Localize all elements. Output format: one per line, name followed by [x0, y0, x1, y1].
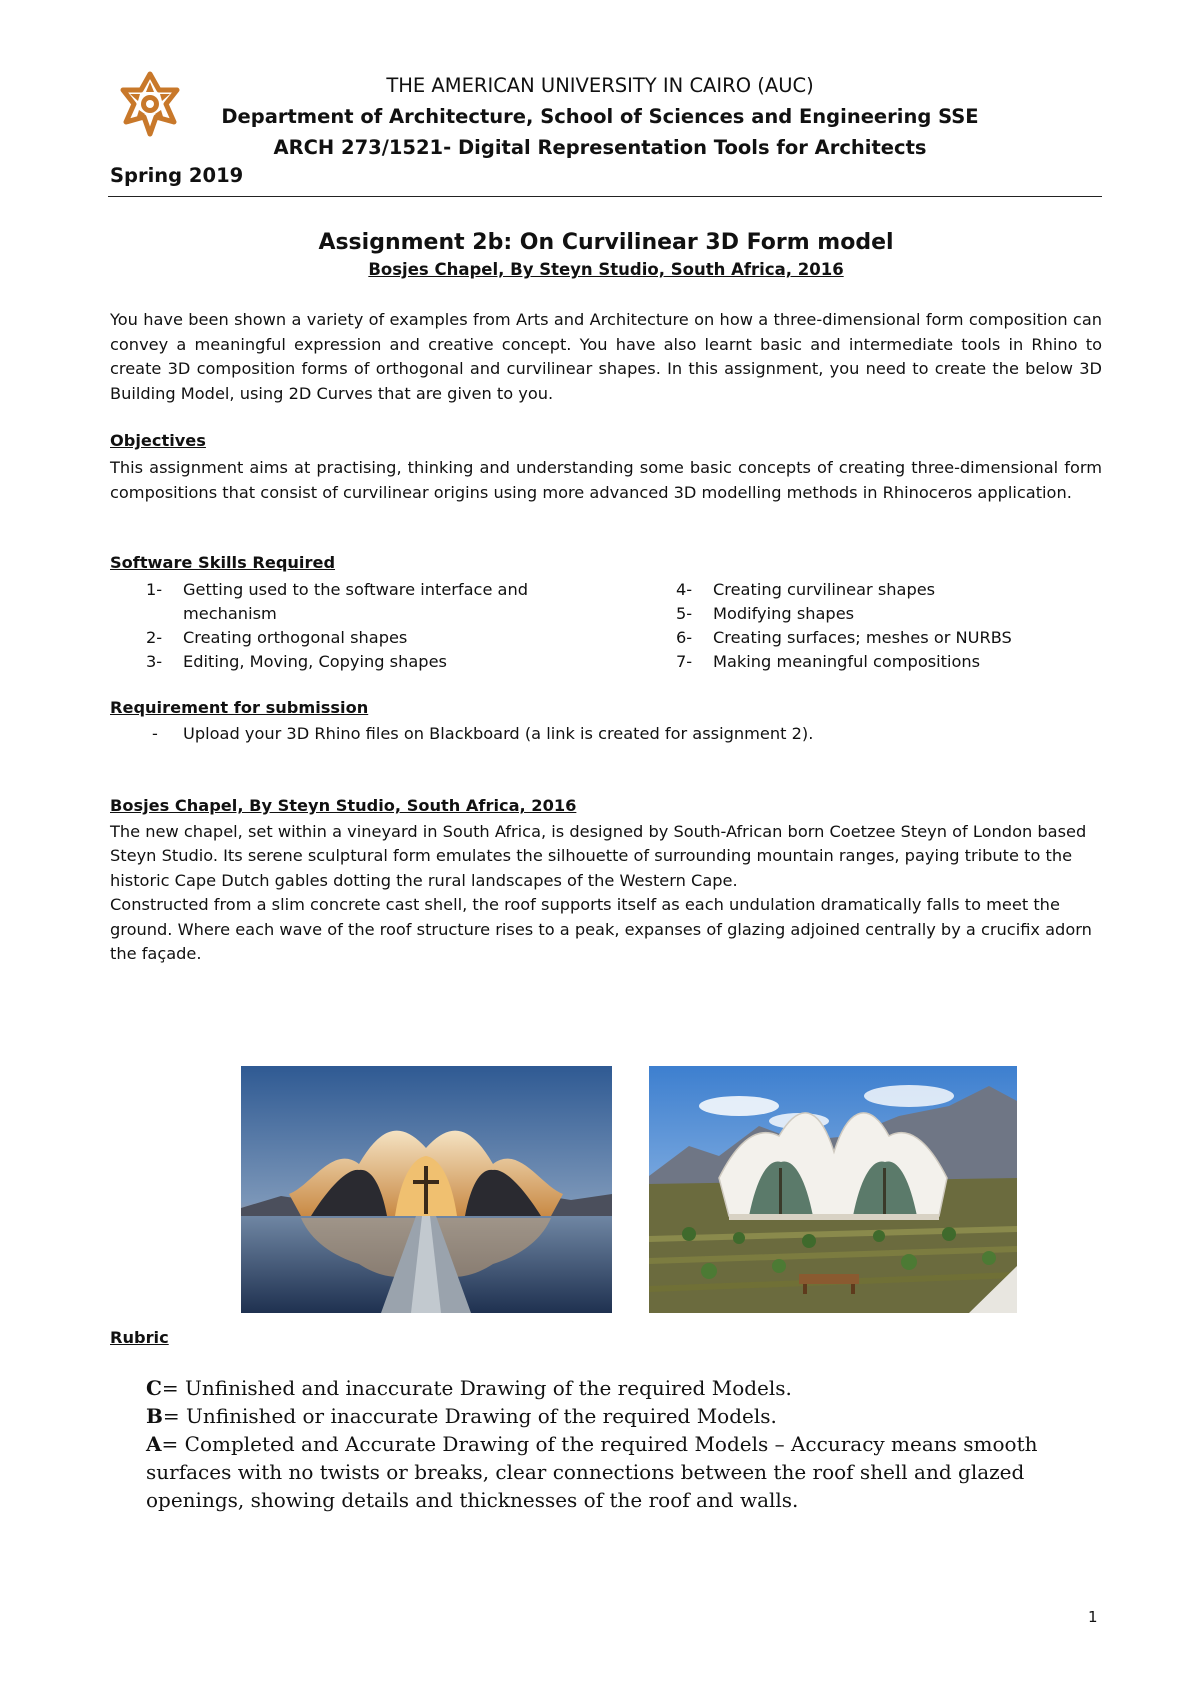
list-item: [640, 650, 1100, 674]
grade-description: = Unfinished or inaccurate Drawing of the required Models.: [162, 1404, 777, 1428]
list-text: Modifying shapes: [713, 604, 855, 623]
list-text: Getting used to the software interface and mechanism: [183, 580, 529, 623]
bosjes-description: [110, 820, 1110, 966]
page-subtitle: Bosjes Chapel, By Steyn Studio, South Africa, 2016: [368, 260, 844, 279]
skills-list-right: [640, 578, 1100, 674]
university-name: THE AMERICAN UNIVERSITY IN CAIRO (AUC): [386, 74, 814, 97]
list-text: Making meaningful compositions: [713, 652, 981, 671]
list-text: Editing, Moving, Copying shapes: [183, 652, 447, 671]
list-text: Creating orthogonal shapes: [183, 628, 408, 647]
course-name: ARCH 273/1521- Digital Representation Tools for Architects: [273, 136, 927, 159]
bosjes-paragraph-1: The new chapel, set within a vineyard in South Africa, is designed by South-African born Coetzee Steyn of London based Steyn Studio. Its serene sculptural form emulates the silhouette of surrounding mountain ranges, paying tribute to the historic Cape Dutch gables dotting the rural landscapes of the Western Cape.: [110, 822, 1087, 890]
list-item: [640, 626, 1100, 650]
bullet-dash: -: [152, 724, 158, 743]
list-item: [110, 650, 580, 674]
list-item: [640, 578, 1100, 602]
list-number: 4-: [676, 580, 693, 599]
photo-day-chapel-icon: [649, 1066, 1017, 1313]
grade-label: B: [146, 1404, 163, 1428]
skills-heading: Software Skills Required: [110, 553, 336, 572]
submission-heading: Requirement for submission: [110, 698, 369, 717]
objectives-heading: Objectives: [110, 431, 206, 450]
submission-text: Upload your 3D Rhino files on Blackboard (a link is created for assignment 2).: [183, 724, 814, 743]
rubric-item-a: [146, 1430, 1106, 1514]
list-number: 3-: [146, 652, 163, 671]
rubric-heading: Rubric: [110, 1328, 169, 1347]
photo-night-chapel-icon: [241, 1066, 612, 1313]
auc-logo-icon: [116, 70, 184, 138]
list-number: 7-: [676, 652, 693, 671]
page-number: 1: [1088, 1608, 1098, 1626]
bosjes-heading: Bosjes Chapel, By Steyn Studio, South Africa, 2016: [110, 796, 577, 815]
submission-item: [110, 722, 1103, 746]
list-item: [110, 626, 580, 650]
header-divider: [108, 196, 1102, 197]
list-item: [110, 578, 580, 626]
rubric-item-c: [146, 1374, 1106, 1402]
list-number: 6-: [676, 628, 693, 647]
grade-label: C: [146, 1376, 162, 1400]
grade-description: = Completed and Accurate Drawing of the required Models – Accuracy means smooth surfaces with no twists or breaks, clear connections between the roof shell and glazed openings, showing details and thicknesses of the roof and walls.: [146, 1432, 1038, 1512]
bosjes-paragraph-2: Constructed from a slim concrete cast shell, the roof supports itself as each undulation dramatically falls to meet the ground. Where each wave of the roof structure rises to a peak, expanses of glazing adjoined centrally by a crucifix adorn the façade.: [110, 895, 1092, 964]
page-title: Assignment 2b: On Curvilinear 3D Form model: [318, 230, 894, 255]
list-item: [640, 602, 1100, 626]
rubric-list: [146, 1374, 1106, 1514]
department-name: Department of Architecture, School of Sciences and Engineering SSE: [221, 105, 979, 128]
list-number: 5-: [676, 604, 693, 623]
grade-description: = Unfinished and inaccurate Drawing of the required Models.: [161, 1376, 792, 1400]
skills-list-left: [110, 578, 580, 674]
objectives-paragraph: This assignment aims at practising, thinking and understanding some basic concepts of creating three-dimensional form compositions that consist of curvilinear origins using more advanced 3D modelling methods in Rhinoceros application.: [110, 458, 1102, 502]
list-number: 1-: [146, 580, 163, 599]
list-text: Creating curvilinear shapes: [713, 580, 936, 599]
list-number: 2-: [146, 628, 163, 647]
rubric-item-b: [146, 1402, 1106, 1430]
list-text: Creating surfaces; meshes or NURBS: [713, 628, 1012, 647]
semester: Spring 2019: [110, 164, 244, 187]
intro-paragraph: You have been shown a variety of examples from Arts and Architecture on how a three-dimensional form composition can convey a meaningful expression and creative concept. You have also learnt basic and intermediate tools in Rhino to create 3D composition forms of orthogonal and curvilinear shapes. In this assignment, you need to create the below 3D Building Model, using 2D Curves that are given to you.: [110, 310, 1102, 403]
grade-label: A: [146, 1432, 162, 1456]
